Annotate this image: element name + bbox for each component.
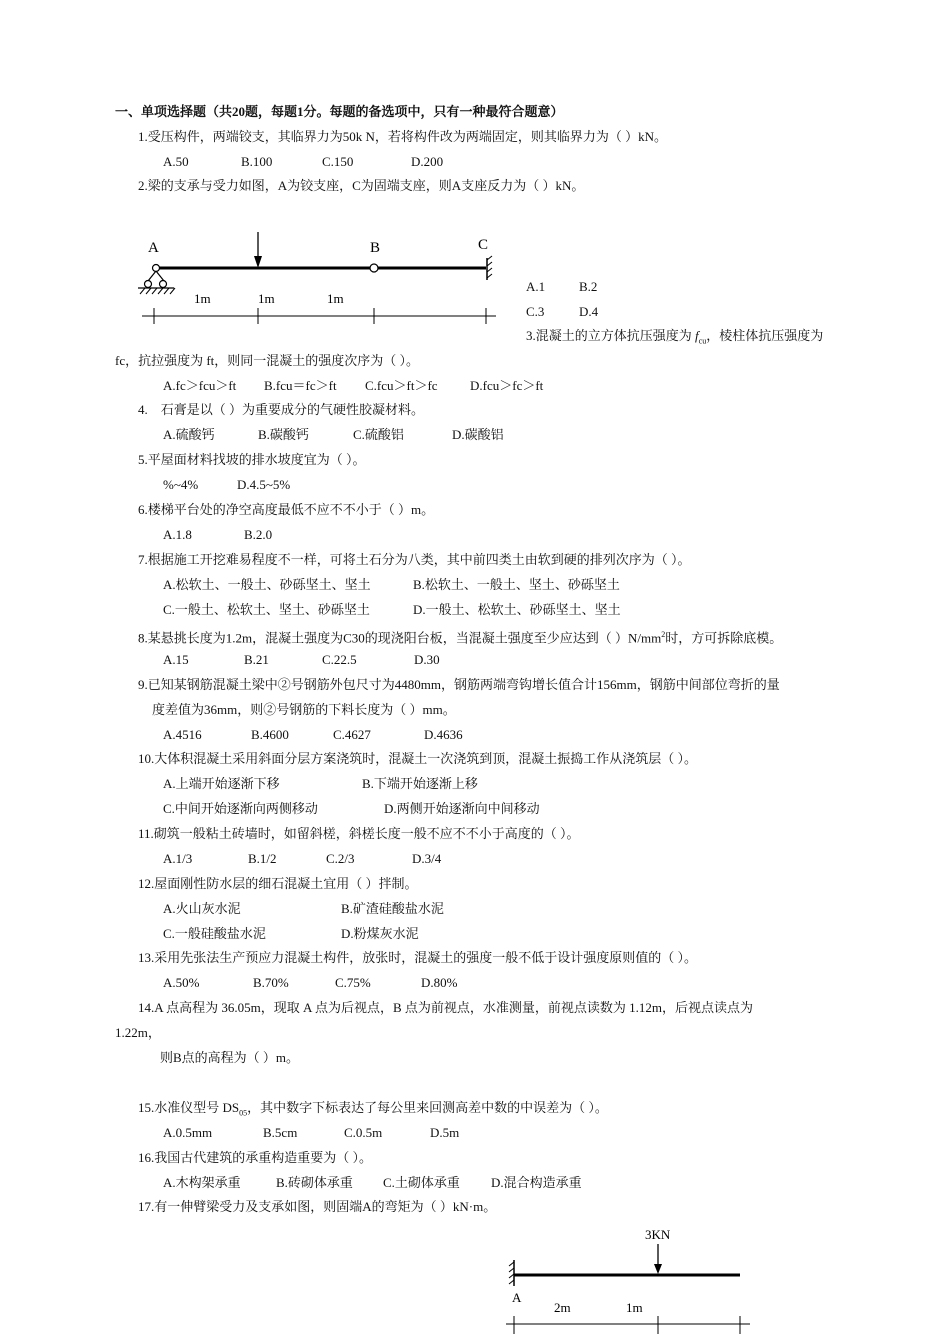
q9-option-a: A.4516 [163, 727, 202, 742]
q2-span-3: 1m [327, 291, 344, 306]
q17-label-a: A [512, 1290, 522, 1305]
q17-load-label: 3KN [645, 1227, 671, 1242]
q12-option-b: B.矿渣硅酸盐水泥 [341, 901, 444, 916]
question-9-stem-a: 9.已知某钢筋混凝土梁中②号钢筋外包尺寸为4480mm，钢筋两端弯钩增长值合计156mm，钢筋中间部位弯折的量 [138, 677, 780, 692]
q4-option-d: D.碳酸铝 [452, 427, 504, 442]
q1-option-d: D.200 [411, 154, 444, 169]
q2-label-c: C [478, 237, 489, 253]
q2-option-a: A.1 [526, 279, 546, 294]
q12-option-c: C.一般硅酸盐水泥 [163, 926, 266, 941]
q17-span-2: 1m [626, 1300, 643, 1315]
question-9-stem-b: 度差值为36mm，则②号钢筋的下料长度为（ ）mm。 [152, 702, 456, 717]
q17-cantilever-diagram [500, 1222, 760, 1342]
question-16-stem: 16.我国古代建筑的承重构造重要为（ ）。 [138, 1150, 373, 1165]
question-7-stem: 7.根据施工开挖难易程度不一样，可将土石分为八类，其中前四类土由软到硬的排列次序为（ ）。 [138, 552, 691, 567]
q2-label-a: A [148, 240, 159, 256]
q13-option-a: A.50% [163, 975, 200, 990]
q15-option-c: C.0.5m [344, 1125, 383, 1140]
q16-option-d: D.混合构造承重 [491, 1175, 582, 1190]
q7-option-a: A.松软土、一般土、砂砾坚土、坚土 [163, 577, 371, 592]
q13-option-b: B.70% [253, 975, 289, 990]
q16-option-a: A.木构架承重 [163, 1175, 241, 1190]
q4-option-c: C.硫酸铝 [353, 427, 404, 442]
q7-option-c: C.一般土、松软土、坚土、砂砾坚土 [163, 602, 370, 617]
q1-option-a: A.50 [163, 154, 189, 169]
question-1-stem: 1.受压构件，两端铰支，其临界力为50k N，若将构件改为两端固定，则其临界力为（ ）kN。 [138, 129, 668, 144]
q15-option-b: B.5cm [263, 1125, 298, 1140]
q15-option-d: D.5m [430, 1125, 460, 1140]
q8-option-b: B.21 [244, 652, 269, 667]
question-12-stem: 12.屋面刚性防水层的细石混凝土宜用（ ）拌制。 [138, 876, 418, 891]
q2-span-2: 1m [258, 291, 275, 306]
q5-option-1: %~4% [163, 477, 199, 492]
question-5-stem: 5.平屋面材料找坡的排水坡度宜为（ ）。 [138, 452, 366, 467]
question-6-stem: 6.楼梯平台处的净空高度最低不应不不小于（ ）m。 [138, 502, 435, 517]
question-17-stem: 17.有一伸臂梁受力及支承如图，则固端A的弯矩为（ ）kN·m。 [138, 1199, 497, 1214]
question-14-stem-c: 则B点的高程为（ ）m。 [160, 1050, 300, 1065]
q2-label-b: B [370, 240, 381, 256]
question-14-stem-a: 14.A 点高程为 36.05m，现取 A 点为后视点，B 点为前视点，水准测量，前视点读数为 1.12m，后视点读点为 [138, 1000, 753, 1015]
q2-fixed-support-c [487, 256, 492, 280]
question-11-stem: 11.砌筑一般粘土砖墙时，如留斜槎，斜槎长度一般不应不不小于高度的（ ）。 [138, 826, 580, 841]
q5-option-d: D.4.5~5% [237, 477, 291, 492]
q17-span-1: 2m [554, 1300, 571, 1315]
q2-beam-diagram [130, 228, 510, 338]
q17-fixed-support-a [509, 1260, 514, 1286]
q13-option-d: D.80% [421, 975, 458, 990]
question-14-stem-b: 1.22m， [115, 1025, 161, 1040]
question-15-stem: 15.水准仪型号 $DS_{05}$，其中数字下标表达了每公里来回测高差中数的中误差为（ ）。 [138, 1100, 608, 1118]
q8-option-a: A.15 [163, 652, 189, 667]
q2-hinge-b [370, 264, 378, 272]
question-13-stem: 13.采用先张法生产预应力混凝土构件，放张时，混凝土的强度一般不低于设计强度原则值的（ ）。 [138, 950, 698, 965]
q3-option-c: C.fcu＞ft＞fc [365, 378, 438, 393]
q2-option-b: B.2 [579, 279, 598, 294]
q1-option-b: B.100 [241, 154, 273, 169]
q2-option-d: D.4 [579, 304, 599, 319]
q15-option-a: A.0.5mm [163, 1125, 213, 1140]
question-2-stem: 2.梁的支承与受力如图，A为铰支座，C为固端支座，则A支座反力为（ ）kN。 [138, 178, 585, 193]
q10-option-d: D.两侧开始逐渐向中间移动 [384, 801, 540, 816]
q16-option-b: B.砖砌体承重 [276, 1175, 353, 1190]
q9-option-c: C.4627 [333, 727, 371, 742]
q17-load-arrow-head [654, 1264, 662, 1274]
q3-option-b: B.fcu＝fc＞ft [264, 378, 337, 393]
q10-option-a: A.上端开始逐渐下移 [163, 776, 280, 791]
q9-option-b: B.4600 [251, 727, 289, 742]
q11-option-b: B.1/2 [248, 851, 277, 866]
q3-option-a: A.fc＞fcu＞ft [163, 378, 237, 393]
q12-option-d: D.粉煤灰水泥 [341, 926, 419, 941]
q10-option-b: B.下端开始逐渐上移 [362, 776, 478, 791]
q11-option-a: A.1/3 [163, 851, 193, 866]
section-heading: 一、单项选择题（共20题，每题1分。每题的备选项中，只有一种最符合题意） [115, 104, 564, 119]
question-8-stem: 8.某悬挑长度为1.2m，混凝土强度为C30的现浇阳台板，当混凝土强度至少应达到（ ）$N/mm^2$时，方可拆除底模。 [138, 630, 783, 646]
q8-option-c: C.22.5 [322, 652, 357, 667]
q10-option-c: C.中间开始逐渐向两侧移动 [163, 801, 318, 816]
q11-option-d: D.3/4 [412, 851, 442, 866]
question-4-stem: 4. 石膏是以（ ）为重要成分的气硬性胶凝材料。 [138, 402, 425, 417]
q9-option-d: D.4636 [424, 727, 463, 742]
q7-option-b: B.松软土、一般土、坚土、砂砾坚土 [413, 577, 620, 592]
question-10-stem: 10.大体积混凝土采用斜面分层方案浇筑时，混凝土一次浇筑到顶，混凝土振捣工作从浇筑层（ ）。 [138, 751, 698, 766]
q2-span-1: 1m [194, 291, 211, 306]
q2-load-arrow-head [254, 256, 262, 268]
q11-option-c: C.2/3 [326, 851, 355, 866]
q1-option-c: C.150 [322, 154, 354, 169]
q4-option-a: A.硫酸钙 [163, 427, 215, 442]
q4-option-b: B.碳酸钙 [258, 427, 309, 442]
q2-option-c: C.3 [526, 304, 545, 319]
q12-option-a: A.火山灰水泥 [163, 901, 241, 916]
q3-option-d: D.fcu＞fc＞ft [470, 378, 544, 393]
question-3-stem-a: 3.混凝土的立方体抗压强度为 $f_{cu}$，棱柱体抗压强度为 [526, 328, 824, 346]
q6-option-b: B.2.0 [244, 527, 273, 542]
question-3-stem-b: fc，抗拉强度为 ft，则同一混凝土的强度次序为（ ）。 [115, 353, 420, 368]
q13-option-c: C.75% [335, 975, 371, 990]
q16-option-c: C.土砌体承重 [383, 1175, 460, 1190]
q8-option-d: D.30 [414, 652, 440, 667]
q6-option-a: A.1.8 [163, 527, 192, 542]
q7-option-d: D.一般土、松软土、砂砾坚土、坚土 [413, 602, 621, 617]
